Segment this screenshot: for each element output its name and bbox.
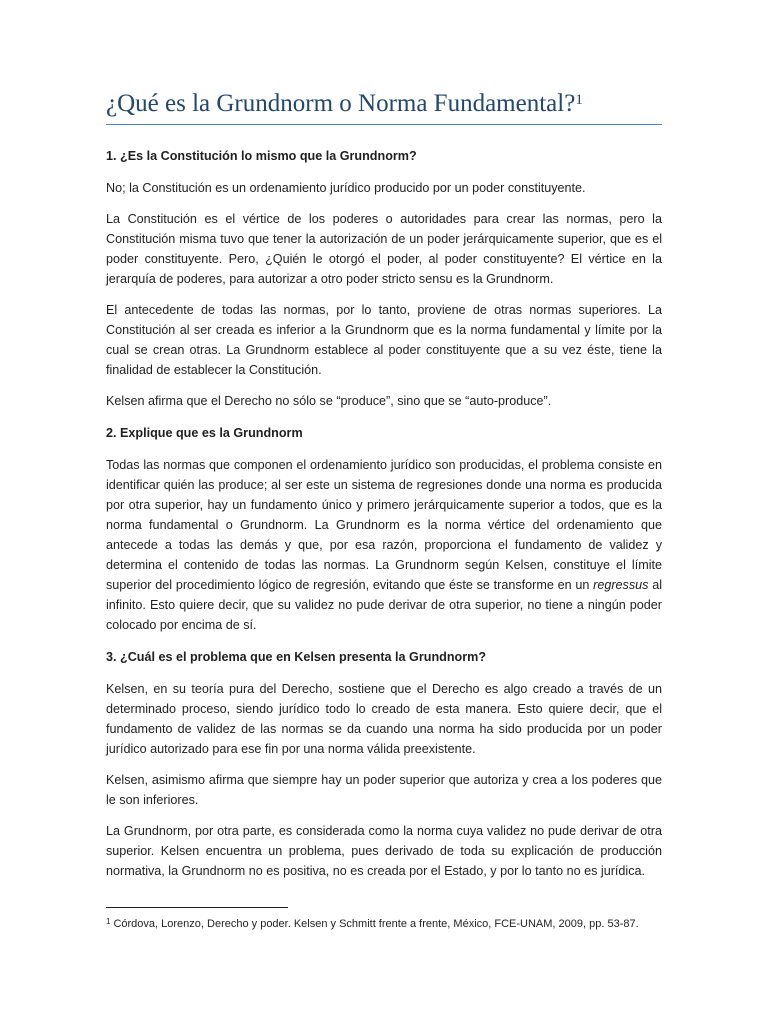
- document-title: [106, 88, 662, 120]
- section-2-paragraph-1: [106, 455, 662, 635]
- title-footnote-ref[interactable]: 1: [575, 92, 583, 108]
- regressus-term: regressus: [593, 578, 649, 592]
- footnote-separator: [106, 907, 288, 908]
- section-2-paragraph-tail: al infinito. Esto quiere decir, que su validez no pude derivar de otra superior, no tiene a ningún poder colocado por encima de sí.: [106, 578, 662, 632]
- section-3-paragraph-1: Kelsen, en su teoría pura del Derecho, sostiene que el Derecho es algo creado a través de un determinado proceso, siendo jurídico todo lo creado de esta manera. Esto quiere decir, que el fundamento de validez de las normas se da cuando una norma ha sido producida por un poder jurídico autorizado para ese fin por una norma válida preexistente.: [106, 682, 662, 756]
- footnote: [106, 916, 662, 932]
- section-1-paragraph-3: El antecedente de todas las normas, por lo tanto, proviene de otras normas superiores. La Constitución al ser creada es inferior a la Grundnorm que es la norma fundamental y límite por la cual se crean otras. La Grundnorm establece al poder constituyente que a su vez éste, tiene la finalidad de establecer la Constitución.: [106, 303, 662, 377]
- section-3-paragraph-3: La Grundnorm, por otra parte, es considerada como la norma cuya validez no pude derivar de otra superior. Kelsen encuentra un problema, pues derivado de toda su explicación de producción normativa, la Grundnorm no es positiva, no es creada por el Estado, y por lo tanto no es jurídica.: [106, 824, 662, 878]
- section-2-heading: 2. Explique que es la Grundnorm: [106, 426, 303, 440]
- section-2-paragraph-main: Todas las normas que componen el ordenamiento jurídico son producidas, el problema consiste en identificar quién las produce; al ser este un sistema de regresiones donde una norma es producida por otra superior, hay un fundamento único y primero jerárquicamente superior a todos, que es la norma fundamental o Grundnorm. La Grundnorm es la norma vértice del ordenamiento que antecede a todas las demás y que, por esa razón, proporciona el fundamento de validez y determina el contenido de todas las normas. La Grundnorm según Kelsen, constituye el límite superior del procedimiento lógico de regresión, evitando que éste se transforme en un: [106, 458, 662, 592]
- section-3-paragraph-2: Kelsen, asimismo afirma que siempre hay un poder superior que autoriza y crea a los poderes que le son inferiores.: [106, 773, 662, 807]
- section-3-heading: 3. ¿Cuál es el problema que en Kelsen presenta la Grundnorm?: [106, 650, 487, 664]
- section-1-paragraph-2: La Constitución es el vértice de los poderes o autoridades para crear las normas, pero la Constitución misma tuvo que tener la autorización de un poder jerárquicamente superior, que es el poder constituyente. Pero, ¿Quién le otorgó el poder, al poder constituyente? El vértice en la jerarquía de poderes, para autorizar a otro poder stricto sensu es la Grundnorm.: [106, 212, 662, 286]
- document-title-text: ¿Qué es la Grundnorm o Norma Fundamental?: [106, 90, 576, 117]
- document-page: [106, 0, 662, 1024]
- section-1-paragraph-1: No; la Constitución es un ordenamiento jurídico producido por un poder constituyente.: [106, 181, 586, 195]
- section-1-heading: 1. ¿Es la Constitución lo mismo que la Grundnorm?: [106, 149, 417, 163]
- document-body: [106, 146, 662, 892]
- footnote-text: Córdova, Lorenzo, Derecho y poder. Kelsen y Schmitt frente a frente, México, FCE-UNAM, 2009, pp. 53-87.: [113, 918, 639, 930]
- title-underline: [106, 124, 662, 125]
- footnote-marker: 1: [106, 917, 111, 926]
- section-1-paragraph-4: Kelsen afirma que el Derecho no sólo se “produce”, sino que se “auto-produce”.: [106, 394, 552, 408]
